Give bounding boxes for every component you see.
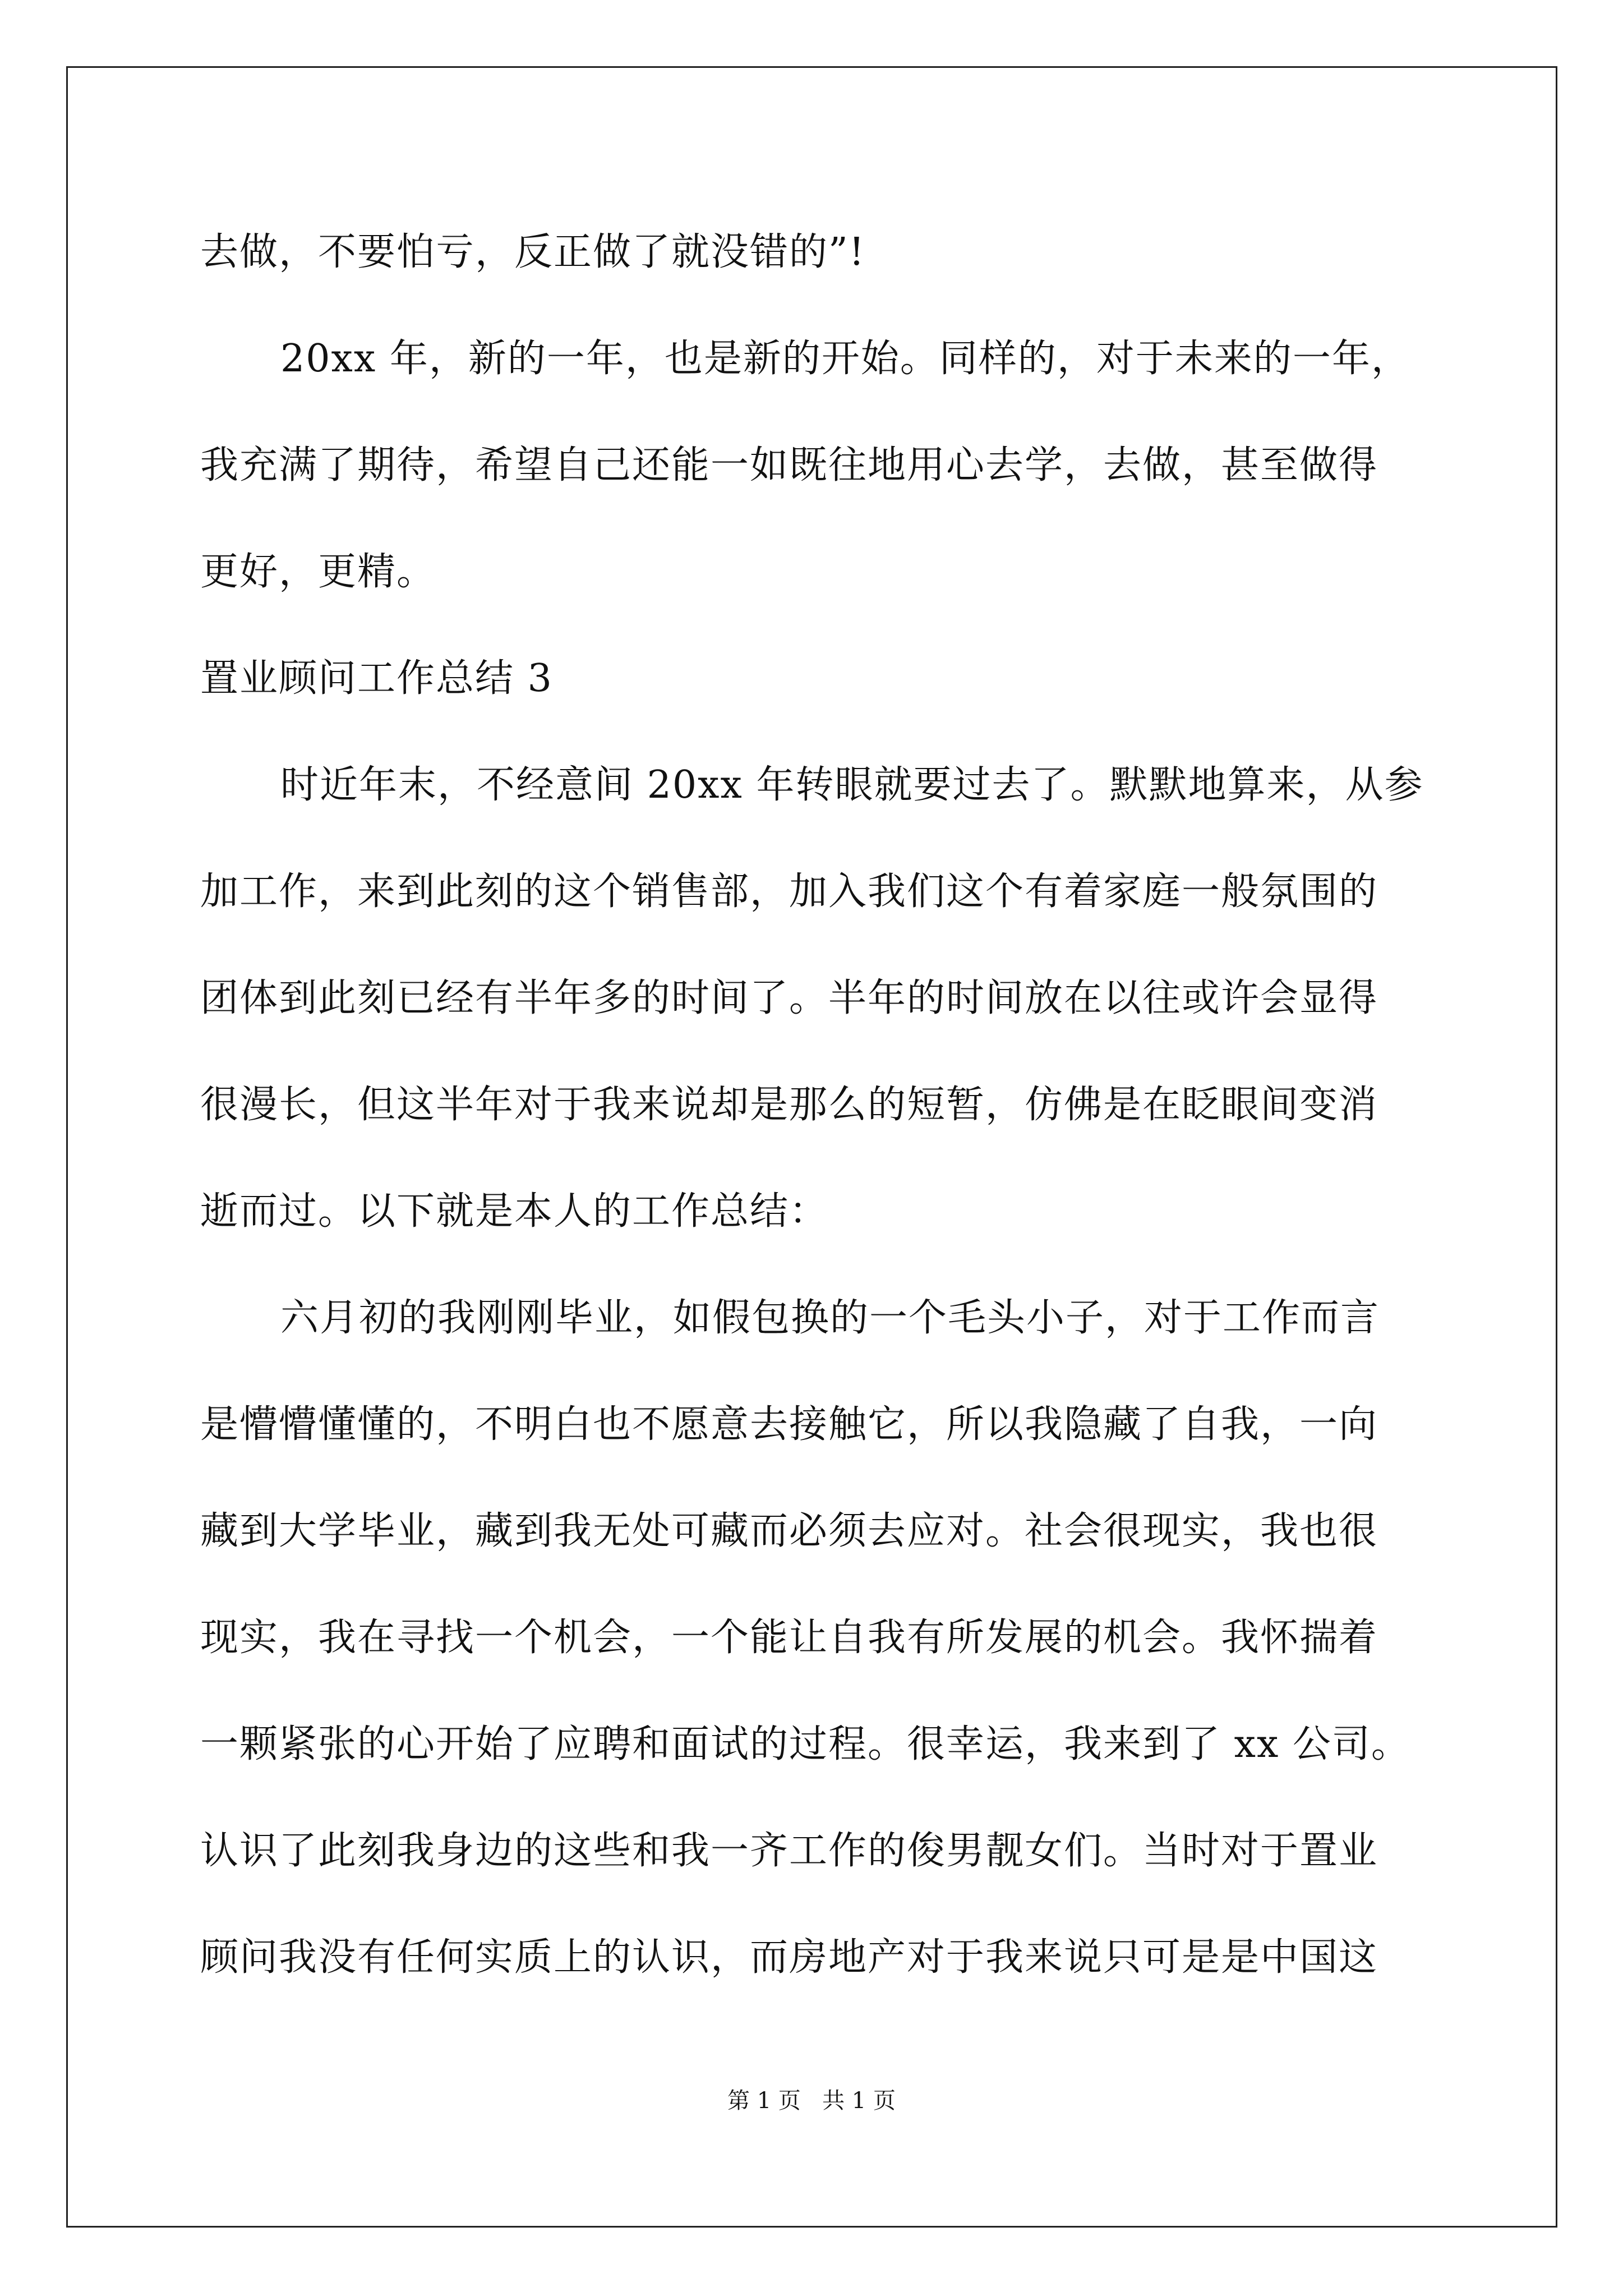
text-line: 很漫长，但这半年对于我来说却是那么的短暂，仿佛是在眨眼间变消 <box>200 1083 1378 1127</box>
paragraph-first-line: 六月初的我刚刚毕业，如假包换的一个毛头小子，对于工作而言 <box>280 1296 1380 1340</box>
text-line: 顾问我没有任何实质上的认识，而房地产对于我来说只可是是中国这 <box>200 1935 1378 1980</box>
text-line: 藏到大学毕业，藏到我无处可藏而必须去应对。社会很现实，我也很 <box>200 1509 1378 1553</box>
text-line: 去做，不要怕亏，反正做了就没错的”! <box>200 230 866 274</box>
text-line: 我充满了期待，希望自己还能一如既往地用心去学，去做，甚至做得 <box>200 443 1378 487</box>
section-heading: 置业顾问工作总结 3 <box>200 656 553 701</box>
text-line: 加工作，来到此刻的这个销售部，加入我们这个有着家庭一般氛围的 <box>200 869 1378 914</box>
paragraph-first-line: 20xx 年，新的一年，也是新的开始。同样的，对于未来的一年， <box>280 337 1410 381</box>
text-line: 团体到此刻已经有半年多的时间了。半年的时间放在以往或许会显得 <box>200 976 1378 1020</box>
text-line: 一颗紧张的心开始了应聘和面试的过程。很幸运，我来到了 xx 公司。 <box>200 1722 1410 1766</box>
text-line: 更好，更精。 <box>200 550 436 594</box>
text-line: 认识了此刻我身边的这些和我一齐工作的俊男靓女们。当时对于置业 <box>200 1829 1378 1873</box>
page-border <box>66 66 1557 2228</box>
page-footer: 第 1 页 共 1 页 <box>727 2088 896 2114</box>
text-line: 逝而过。以下就是本人的工作总结： <box>200 1189 829 1234</box>
text-line: 是懵懵懂懂的，不明白也不愿意去接触它，所以我隐藏了自我，一向 <box>200 1402 1378 1447</box>
text-line: 现实，我在寻找一个机会，一个能让自我有所发展的机会。我怀揣着 <box>200 1616 1378 1660</box>
paragraph-first-line: 时近年末，不经意间 20xx 年转眼就要过去了。默默地算来，从参 <box>280 763 1424 807</box>
